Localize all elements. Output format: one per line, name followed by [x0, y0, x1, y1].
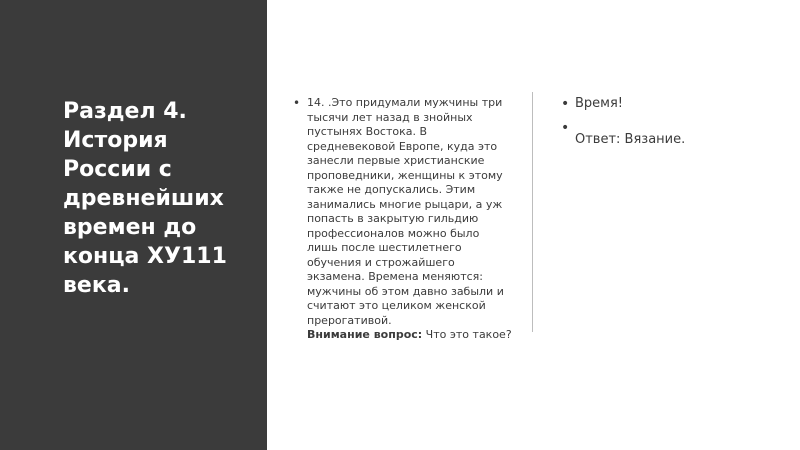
answer-item — [561, 132, 781, 148]
time-label: Время! — [575, 96, 624, 111]
section-title: Раздел 4. История России с древнейших времен до конца ХУ111 века. — [63, 99, 227, 298]
question-prompt-label: Внимание вопрос: — [307, 328, 423, 341]
left-panel — [0, 0, 267, 450]
answer-list — [561, 96, 781, 156]
question-item — [293, 96, 513, 343]
question-list — [293, 96, 513, 343]
time-item — [561, 96, 781, 112]
answer-text: Вязание. — [620, 132, 686, 147]
question-prompt-text: Что это такое? — [422, 328, 512, 341]
question-text: • 14. .Это придумали мужчины три тысячи лет назад в знойных пустынях Востока. В средневековой Европе, куда это занесли первые христианские проповедники, женщины к этому также не допускались. Этим занимались многие рыцари, а уж попасть в закрытую гильдию профессионалов можно было лишь после шестилетнего обучения и строжайшего экзамена. Времена меняются: мужчины об этом давно забыли и считают это целиком женской прерогативой. — [307, 96, 504, 327]
column-divider — [532, 92, 533, 332]
answer-label: Ответ: — [575, 132, 621, 147]
